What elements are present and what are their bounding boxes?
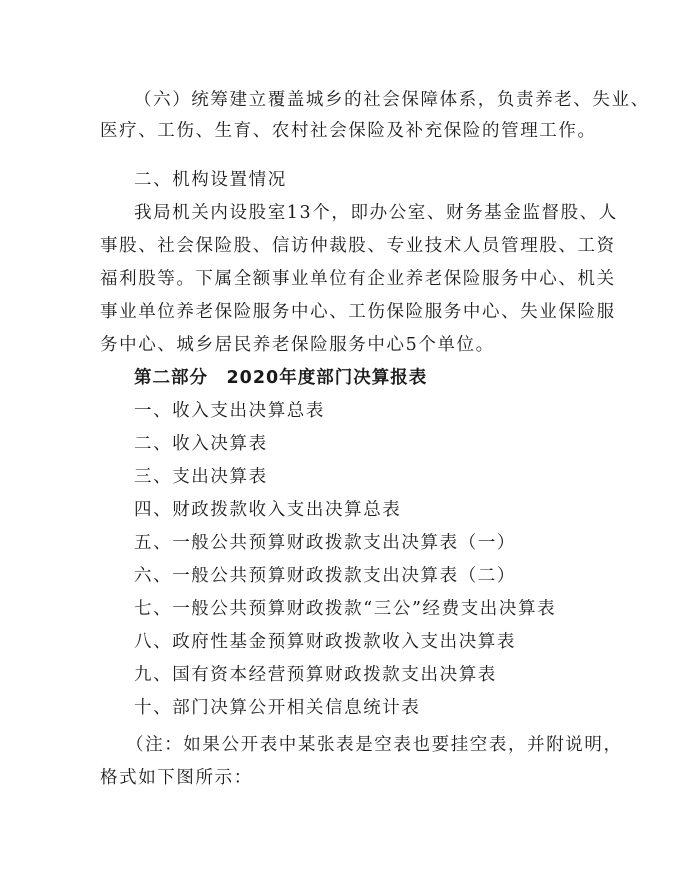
section-two-heading: 二、机构设置情况: [134, 170, 287, 190]
note-line-1: （注：如果公开表中某张表是空表也要挂空表，并附说明，: [126, 735, 623, 755]
table-list-item-3: 三、支出决算表: [134, 467, 268, 487]
section-six-line-2: 医疗、工伤、生育、农村社会保险及补充保险的管理工作。: [100, 121, 597, 141]
table-list-item-7: 七、一般公共预算财政拨款“三公”经费支出决算表: [134, 599, 557, 619]
part-two-heading: 第二部分 2020年度部门决算报表: [134, 368, 428, 388]
section-two-para-line-5: 务中心、城乡居民养老保险服务中心5个单位。: [100, 335, 495, 355]
table-list-item-9: 九、国有资本经营预算财政拨款支出决算表: [134, 665, 497, 685]
table-list-item-4: 四、财政拨款收入支出决算总表: [134, 500, 402, 520]
table-list-item-8: 八、政府性基金预算财政拨款收入支出决算表: [134, 632, 516, 652]
section-two-para-line-2: 事股、社会保险股、信访仲裁股、专业技术人员管理股、工资: [100, 236, 616, 256]
section-two-para-line-3: 福利股等。下属全额事业单位有企业养老保险服务中心、机关: [100, 269, 616, 289]
section-two-para-line-1: 我局机关内设股室13个，即办公室、财务基金监督股、人: [134, 203, 618, 223]
table-list-item-6: 六、一般公共预算财政拨款支出决算表（二）: [134, 566, 516, 586]
table-list-item-5: 五、一般公共预算财政拨款支出决算表（一）: [134, 533, 516, 553]
table-list-item-1: 一、收入支出决算总表: [134, 401, 325, 421]
table-list-item-2: 二、收入决算表: [134, 434, 268, 454]
table-list-item-10: 十、部门决算公开相关信息统计表: [134, 698, 421, 718]
section-two-para-line-4: 事业单位养老保险服务中心、工伤保险服务中心、失业保险服: [100, 302, 616, 322]
section-six-line-1: （六）统筹建立覆盖城乡的社会保障体系，负责养老、失业、: [134, 90, 650, 110]
note-line-2: 格式如下图所示：: [100, 768, 253, 788]
